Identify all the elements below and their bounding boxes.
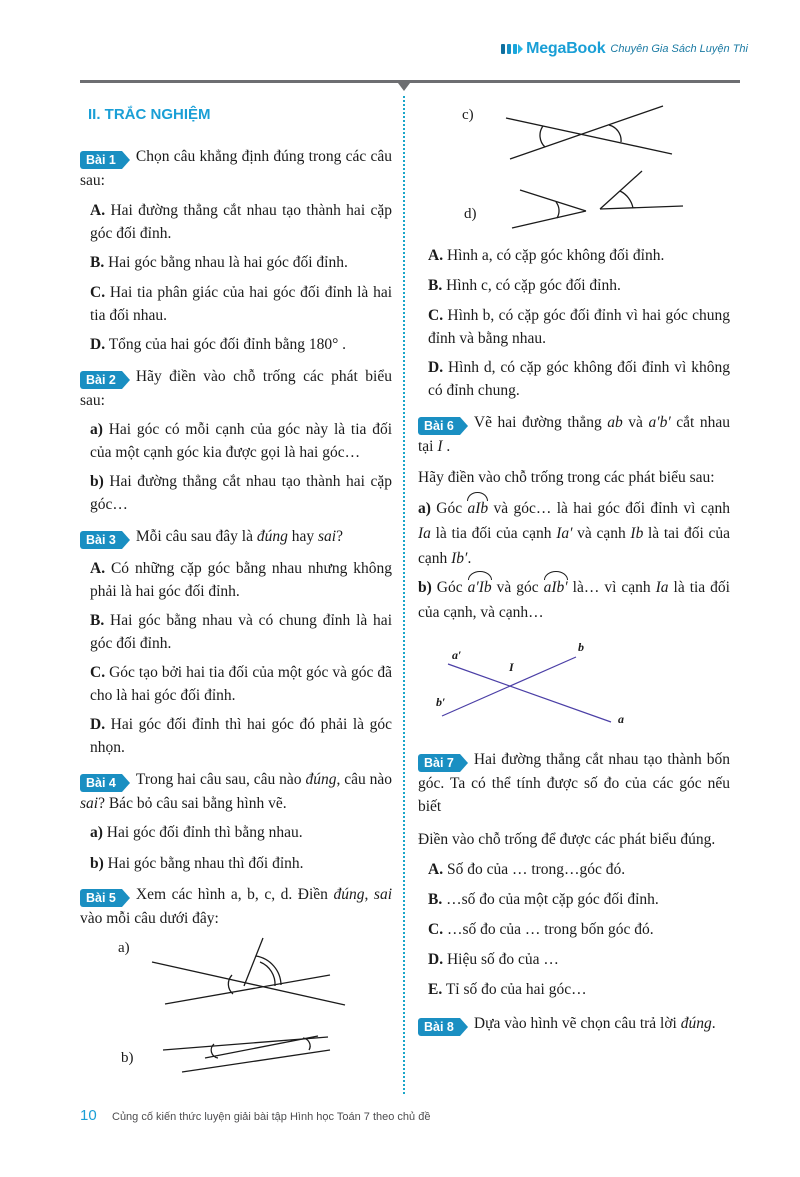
item-b: b) Hai đường thẳng cắt nhau tạo thành hai cặp góc…	[90, 473, 393, 513]
exercise-badge: Bài 3	[80, 531, 130, 549]
option-d: D. Hiệu số đo của …	[428, 951, 559, 968]
exercise-badge: Bài 1	[80, 151, 130, 169]
exercise-badge: Bài 8	[418, 1018, 468, 1036]
option-b: B. …số đo của một cặp góc đối đỉnh.	[428, 891, 659, 908]
exercise-question: Hãy điền vào chỗ trống các phát biểu sau:	[80, 368, 392, 409]
label-b-prime: b′	[436, 695, 446, 709]
exercise-4: Bài 4 Trong hai câu sau, câu nào đúng, câu nào sai? Bác bỏ câu sai bằng hình vẽ.	[80, 771, 392, 812]
exercise-badge: Bài 2	[80, 371, 130, 389]
option-d: D. Hình d, có cặp góc không đối đỉnh vì không có đỉnh chung.	[428, 359, 730, 399]
exercise-badge: Bài 6	[418, 417, 468, 435]
option-a: A. Hình a, có cặp góc không đối đỉnh.	[428, 247, 665, 264]
exercise-7	[418, 748, 730, 818]
exercise-6: Bài 6 Vẽ hai đường thẳng ab và a′b′ cắt nhau tại I .	[418, 414, 730, 455]
exercise-badge: Bài 7	[418, 754, 468, 772]
option-a: A. Có những cặp góc bằng nhau nhưng không phải là hai góc đối đỉnh.	[90, 560, 392, 600]
figure-c-label: c)	[462, 107, 474, 123]
brand-tagline: Chuyên Gia Sách Luyện Thi	[610, 43, 748, 55]
option-c: C. Hai tia phân giác của hai góc đối đỉnh là hai tia đối nhau.	[90, 284, 393, 324]
item-a: a) Hai góc có mỗi cạnh của góc này là tia đối của một cạnh góc kia được gọi là hai góc…	[90, 421, 393, 461]
item-b: b) Hai góc bằng nhau thì đối đỉnh.	[90, 855, 304, 872]
option-c: C. …số đo của … trong bốn góc đó.	[428, 921, 654, 938]
exercise-8: Bài 8 Dựa vào hình vẽ chọn câu trả lời đúng.	[418, 1012, 730, 1036]
exercise-6-instruction: Hãy điền vào chỗ trống trong các phát biểu sau:	[418, 469, 715, 486]
exercise-7-instruction: Điền vào chỗ trống để được các phát biểu đúng.	[418, 831, 716, 848]
exercise-question: Hai đường thẳng cắt nhau tạo thành bốn góc. Ta có thể tính được số đo của các góc nếu biết	[418, 751, 730, 815]
option-e: E. Tỉ số đo của hai góc…	[428, 981, 587, 998]
section-title: II. TRẮC NGHIỆM	[88, 106, 211, 123]
option-d: D. Hai góc đối đỉnh thì hai góc đó phải là góc nhọn.	[90, 716, 392, 756]
option-b: B. Hai góc bằng nhau và có chung đỉnh là hai góc đối đỉnh.	[90, 612, 392, 652]
exercise-question: Chọn câu khẳng định đúng trong các câu sau:	[80, 148, 392, 189]
option-d: D. Tổng của hai góc đối đỉnh bằng 180° .	[90, 336, 347, 353]
option-a: A. Số đo của … trong…góc đó.	[428, 861, 626, 878]
option-a: A. Hai đường thẳng cắt nhau tạo thành hai cặp góc đối đỉnh.	[90, 202, 392, 242]
exercise-5: Bài 5 Xem các hình a, b, c, d. Điền đúng, sai vào mỗi câu dưới đây:	[80, 886, 392, 927]
exercise-3: Bài 3 Mỗi câu sau đây là đúng hay sai?	[80, 525, 392, 549]
footer-text: Củng cố kiến thức luyện giải bài tập Hình học Toán 7 theo chủ đề	[112, 1111, 431, 1123]
brand-name: MegaBook	[526, 40, 606, 57]
option-c: C. Góc tạo bởi hai tia đối của một góc và góc đã cho là hai góc đối đỉnh.	[90, 664, 393, 704]
label-a: a	[618, 712, 624, 726]
figure-a-label: a)	[118, 940, 130, 956]
figure-d-label: d)	[464, 206, 477, 222]
page-number: 10	[80, 1107, 97, 1124]
label-b: b	[578, 640, 584, 654]
exercise-badge: Bài 4	[80, 774, 130, 792]
label-i: I	[509, 660, 514, 674]
exercise-6-item-b: b) Góc a′Ib và góc aIb′ là… vì cạnh Ia là tia đối của cạnh, và cạnh…	[418, 575, 730, 625]
option-b: B. Hai góc bằng nhau là hai góc đối đỉnh.	[90, 254, 348, 271]
exercise-badge: Bài 5	[80, 889, 130, 907]
option-b: B. Hình c, có cặp góc đối đỉnh.	[428, 277, 621, 294]
label-a-prime: a′	[452, 648, 462, 662]
figure-b-label: b)	[121, 1050, 134, 1066]
item-a: a) Hai góc đối đỉnh thì bằng nhau.	[90, 824, 303, 841]
option-c: C. Hình b, có cặp góc đối đỉnh vì hai góc chung đỉnh và bằng nhau.	[428, 307, 731, 347]
exercise-6-item-a: a) Góc aIb và góc… là hai góc đối đỉnh vì cạnh Ia là tia đối của cạnh Ia′ và cạnh Ib là tai đối của cạnh Ib′.	[418, 496, 730, 571]
